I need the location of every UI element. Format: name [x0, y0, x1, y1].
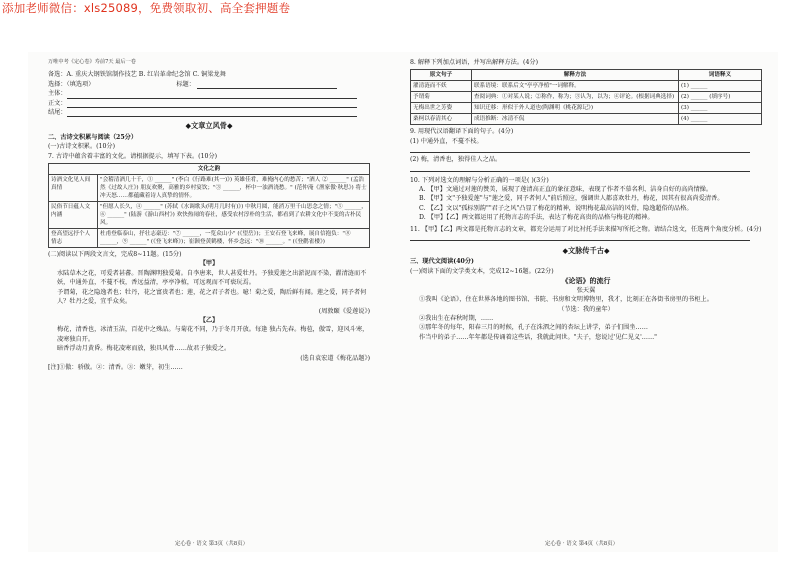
answer-blank[interactable]: [67, 110, 357, 117]
right-footer: 定心卷 · 语文 第4页（共8页）: [545, 541, 619, 547]
left-footer: 定心卷 · 语文 第3页（共8页）: [175, 541, 249, 547]
table-cell[interactable]: (4) ______: [679, 114, 762, 125]
jia-source: (周敦颐《爱莲说》): [318, 307, 370, 315]
story-author: 张天翼: [576, 286, 596, 294]
reading-intro: (二)阅读以下两段文言文，完成8~11题。(15分): [48, 251, 182, 259]
jia-paragraph-1: 水陆草木之花，可爱者甚蕃。晋陶渊明独爱菊。自李唐来，世人甚爱牡丹。予独爱莲之出淤泥而不染，濯清涟而不妖，中通外直，不蔓不枝，香远益清，亭亭净植，可远观而不可亵玩焉。: [57, 269, 367, 287]
label-row-2: [48, 99, 370, 108]
yi-source: (选自袁宏道《梅花品题》): [300, 354, 370, 362]
label-main: 主体：: [48, 90, 67, 98]
table-cell: 濯清涟而不妖: [411, 81, 472, 92]
row-text: 杜甫登临泰山，抒壮志豪迈："⑦ ______，一览众山小" (《望岳》)；王安石登飞来峰，展自信抱负："⑧ ______，⑨ ______" (《登飞来峰》)；崔颢登黄鹤楼，怀乡念远："⑩ ______。" (《登鹳雀楼》): [98, 229, 370, 248]
q11-text: 11. 【甲】【乙】两文都是托物言志的文章，都充分运用了对比衬托手法来描写所托之物。请结合选文，任选两个角度分析。(4分): [410, 225, 762, 233]
jia-paragraph-2: 予谓菊，花之隐逸者也；牡丹，花之富贵者也；莲，花之君子者也。噫！菊之爱，陶后鲜有闻。莲之爱，同予者何人？牡丹之爱，宜乎众矣。: [57, 288, 367, 306]
answer-line[interactable]: [410, 146, 750, 153]
yi-paragraph-2: 暗香浮动月黄昏。梅花凌寒而放，独具风骨……故君子独爱之。: [57, 345, 231, 353]
row-label: 诗酒文化见人间真情: [49, 175, 98, 202]
story-paragraph: ③那年冬的每年，阳春三月的时候，孔子在洙泗之间的杏坛上讲学，弟子们围坐……: [419, 324, 648, 332]
yi-label: 【乙】: [199, 316, 219, 324]
choice-sub-text: 选择：（填选项）: [48, 80, 95, 88]
table-row: [411, 114, 762, 125]
table-cell: 成语推断：冰清不侃: [472, 114, 679, 125]
row-label: 民俗节日蕴人文内涵: [49, 202, 98, 229]
q9-text: 9. 用现代汉语翻译下面的句子。(4分): [410, 128, 514, 136]
table-cell: 桑柯以春清其心: [411, 114, 472, 125]
row-text: "但愿人长久，④ ______" (苏轼《水调歌头(明月几时有)》) 中秋月圆，能消万里千山思念之情；"⑤ ______，⑥ ______" (陆游《游山西村》) 欢快热闹的春社，感受农村淳朴的生活，都看到了农耕文化中不变的古朴民风。: [98, 202, 370, 229]
table-row: [411, 81, 762, 92]
q6-text: (一)古诗文积累。(10分): [48, 143, 116, 151]
notes: [注]①傲：骄傲。②：清香。③：嫩芽，初生……: [48, 363, 183, 371]
table-cell[interactable]: (3) ______: [679, 103, 762, 114]
q10-text: 10. 下列对选文的理解与分析正确的一项是( )(3分): [410, 176, 549, 184]
choice-sub: [48, 80, 370, 89]
yi-paragraph-1: 梅花，清香也，冰清玉洁，百花中之殊品。与菊花不同，乃于冬月开放。每逢 独占先春。梅苞，傲雪，迎风斗寒，凌寒独自开。: [57, 326, 369, 343]
part-heading: 三、现代文阅读(40分): [410, 258, 474, 266]
table-cell: 联系语境：联系后文"亭亭净植"一词解释。: [472, 81, 679, 92]
table-cell: 知识迁移：形似于外人道也(陶渊明《桃花源记》): [472, 103, 679, 114]
story-title: 《论语》的流行: [561, 276, 611, 286]
table-cell: 查阅词典：①对某人说；②称作，称为；③认为，以为；④评论。(根据词典选择): [472, 92, 679, 103]
method-table: [410, 69, 762, 125]
section-title-1: ◆文章立风骨◆: [185, 121, 233, 131]
part-heading: 二、古诗文积累与阅读（25分）: [48, 133, 138, 141]
table-cell[interactable]: (1) ______: [679, 81, 762, 92]
label-end: 结尾：: [48, 109, 67, 117]
story-paragraph: ②我出生在春秋时期，……: [419, 314, 494, 322]
answer-line[interactable]: [410, 234, 750, 241]
row-text: "会稽清酒几十千，① ______" (李白《行路难(其一)》) 英雄佳肴，难掩内心的愁苦；"酒人 ② ______" (孟浩然《过故人庄》) 朋友欢聚，高雅的乡村宴饮；"③ ______，杯中一浊酒浇愁。" (范仲淹《渔家傲·秋思》) 将士冲天怒……都蕴藏着诗人真挚的情怀。: [98, 175, 370, 202]
q10-option-d[interactable]: D. 【甲】【乙】两文都运用了托物言志的手法，表达了梅花高贵的品格与梅花的精神。: [419, 214, 654, 222]
jia-label: 【甲】: [199, 260, 219, 268]
q9-item-2: (2) 梅，清香也，独得佳人之品。: [410, 156, 502, 164]
q7-text: 7. 古诗中蕴含着丰富的文化。请根据提示，填写下表。(10分): [48, 152, 218, 160]
right-page: [410, 58, 762, 342]
sub-heading: (一)阅读下面的文学类文本，完成12~16题。(22分): [410, 267, 554, 275]
table-cell: 予谓菊: [411, 92, 472, 103]
answer-blank[interactable]: [67, 92, 357, 99]
table-row: [411, 103, 762, 114]
table-header-row: [411, 70, 762, 81]
title-blank[interactable]: [197, 82, 337, 89]
culture-table: [48, 163, 370, 248]
title-label: 标题：: [176, 80, 195, 88]
story-subheading: （节选：我的童年）: [558, 305, 614, 313]
table-row: [411, 92, 762, 103]
table-row: [49, 202, 370, 229]
section-title-2: ◆文脉传千古◆: [562, 246, 610, 256]
table-row: [49, 175, 370, 202]
col-header: 词语释义: [679, 70, 762, 81]
table-row: [49, 229, 370, 248]
q9-item-1: (1) 中通外直，不蔓不枝。: [410, 137, 483, 145]
answer-blank[interactable]: [67, 101, 357, 108]
choice-line: 备选：A. 重庆大钢铁馆制作技艺 B. 红岩革命纪念馆 C. 铜梁龙舞: [48, 71, 226, 79]
table-cell: 无梅出世之芳姿: [411, 103, 472, 114]
label-body: 正文：: [48, 99, 67, 107]
col-header: 解释方法: [472, 70, 679, 81]
story-paragraph: ①我叫《论语》，住在世界各地的图书馆、书院、书房和文明博物里，我才，比刻正在各街书房里的书柜上。: [419, 296, 713, 304]
col-header: 原文句子: [411, 70, 472, 81]
q8-text: 8. 解释下列加点词语，并写出解释方法。(4分): [410, 59, 539, 66]
row-label: 登高望远抒个人情志: [49, 229, 98, 248]
story-paragraph: 作当中的弟子……年年都是传诵着这些话，我就此问世。"夫子，您说过'见仁见义'……": [419, 333, 658, 341]
table-title: 文化之韵: [49, 164, 370, 175]
label-row-1: [48, 89, 370, 98]
q10-option-b[interactable]: B. 【甲】文"予独爱莲"与"莲之爱，同予者何人"前后照应，强调世人都喜欢牡丹，梅花，因其有很高尚爱清香。: [419, 195, 724, 203]
q10-option-a[interactable]: A. 【甲】文通过对莲的赞美，展现了莲清高正直的象征意味，表现了作者不慕名利、洁身自好的高尚情操。: [419, 186, 713, 194]
q10-option-c[interactable]: C. 【乙】文以"孤标别韵""君子之风"凸显了梅花的精神，说明梅花最高洁的风骨，隐逸超俗的品格。: [419, 204, 693, 212]
left-page: [48, 58, 370, 372]
page-header: 万唯中考《定心卷》寿前7天 最后一卷: [48, 59, 136, 65]
label-row-3: [48, 108, 370, 117]
table-cell[interactable]: (2) ______ (填序号): [679, 92, 762, 103]
watermark-text: 添加老师微信：xls25089，免费领取初、高全套押题卷: [2, 1, 291, 15]
answer-line[interactable]: [410, 165, 750, 172]
